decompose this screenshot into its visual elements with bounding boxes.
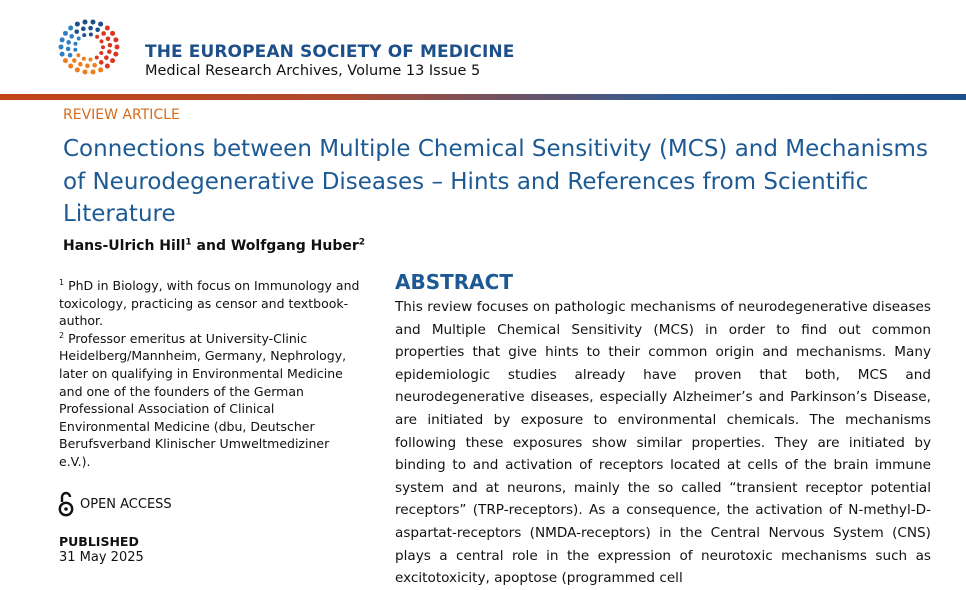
abstract-text: This review focuses on pathologic mechanisms of neurodegenerative diseases and Multiple Chemical Sensitivity (MCS) in order to find out common properties that give hints to their common origin and mechanisms. Many epidemiologic studies already have proven that both, MCS and neurodegenerative diseases, especially Alzheimer’s and Parkinson’s Disease, are initiated by exposure to environmental chemicals. The mechanisms following these exposures show similar properties. They are initiated by binding to and activation of receptors located at cells of the brain immune system and at neurons, mainly the so called “transient receptor potential receptors” (TRP-receptors). As a consequence, the activation of N-methyl-D-aspartat-receptors (NMDA-receptors) in the Central Nervous System (CNS) plays a central role in the expression of neurotoxic mechanisms such as excitotoxicity, apoptose (programmed cell — [395, 299, 931, 587]
article-title: Connections between Multiple Chemical Sensitivity (MCS) and Mechanisms of Neurodegenerative Diseases – Hints and References from Scientific Literature — [63, 136, 928, 227]
logo-dot — [83, 20, 88, 25]
logo-dot — [82, 33, 86, 37]
logo-dot — [78, 62, 83, 67]
logo-dot — [105, 25, 110, 30]
logo-dot — [90, 20, 95, 25]
logo-dot — [98, 22, 103, 27]
logo-dot — [95, 35, 99, 39]
logo-dot — [77, 36, 81, 40]
logo-dot — [108, 43, 113, 48]
affiliation-marker: 1 — [59, 277, 65, 287]
logo-dot — [73, 42, 77, 46]
author-name[interactable]: Hans-Ulrich Hill — [63, 238, 186, 254]
logo-dot — [59, 45, 64, 50]
logo-dot — [63, 31, 68, 36]
logo-dot — [101, 45, 105, 49]
logo-dot — [81, 27, 86, 32]
logo-dot — [68, 25, 73, 30]
open-access-label: OPEN ACCESS — [80, 496, 172, 512]
logo-dot — [74, 29, 79, 34]
society-logo — [54, 16, 124, 78]
affiliation-text: PhD in Biology, with focus on Immunology and toxicology, practicing as censor and textbook-author. — [59, 278, 360, 329]
logo-dot — [115, 45, 120, 50]
open-access-badge[interactable] — [58, 489, 172, 519]
logo-dot — [73, 48, 77, 52]
logo-dot — [92, 63, 97, 68]
affiliation-text: Professor emeritus at University-Clinic Heidelberg/Mannheim, Germany, Nephrology, later on qualifying in Environmental Medicine and one of the founders of the German Professional Association of Clinical Environmental Medicine (dbu, Deutscher Berufsverband Klinischer Umweltmediziner e.V.). — [59, 330, 347, 469]
logo-dot — [90, 69, 95, 74]
logo-dot — [63, 58, 68, 63]
affiliation-marker: 2 — [59, 330, 65, 340]
logo-dot — [106, 37, 111, 42]
logo-dot — [85, 64, 90, 69]
society-name: THE EUROPEAN SOCIETY OF MEDICINE — [145, 42, 515, 62]
logo-dot — [110, 31, 115, 36]
logo-dot — [99, 51, 103, 55]
logo-dot — [113, 37, 118, 42]
logo-dot — [75, 67, 80, 72]
logo-dot — [66, 40, 71, 45]
journal-citation: Medical Research Archives, Volume 13 Issue 5 — [145, 63, 481, 79]
author-name[interactable]: Wolfgang Huber — [230, 238, 359, 254]
logo-dot — [60, 37, 65, 42]
published-label: PUBLISHED — [59, 534, 139, 549]
logo-dot — [76, 53, 80, 57]
affiliation-item — [59, 330, 364, 471]
header-divider — [0, 94, 966, 100]
logo-dot — [72, 58, 77, 63]
affiliations — [59, 277, 364, 471]
logo-dot — [66, 47, 71, 52]
logo-dot — [82, 57, 86, 61]
logo-dot — [99, 60, 104, 65]
logo-dot — [101, 31, 106, 36]
affiliation-marker: 2 — [358, 237, 366, 248]
logo-dot — [60, 52, 65, 57]
abstract-heading: ABSTRACT — [395, 270, 513, 294]
logo-dot — [68, 53, 73, 58]
logo-dot — [105, 64, 110, 69]
logo-dot — [88, 58, 92, 62]
open-access-icon — [58, 490, 74, 518]
affiliation-marker: 1 — [185, 237, 192, 248]
logo-dot — [89, 33, 93, 37]
logo-dot — [75, 22, 80, 27]
logo-dot — [100, 39, 104, 43]
affiliation-item — [59, 277, 364, 330]
author-list — [63, 238, 365, 254]
logo-dot — [83, 69, 88, 74]
logo-dot — [68, 64, 73, 69]
logo-dot — [95, 27, 100, 32]
logo-dot — [98, 67, 103, 72]
logo-dot — [88, 26, 93, 31]
logo-dot — [104, 55, 109, 60]
published-date: 31 May 2025 — [59, 550, 144, 565]
logo-dot — [110, 58, 115, 63]
logo-dot — [107, 49, 112, 54]
logo-dot — [95, 55, 99, 59]
logo-dot — [69, 34, 74, 39]
author-separator: and — [191, 238, 231, 254]
logo-dot — [113, 52, 118, 57]
article-type: REVIEW ARTICLE — [63, 107, 180, 123]
